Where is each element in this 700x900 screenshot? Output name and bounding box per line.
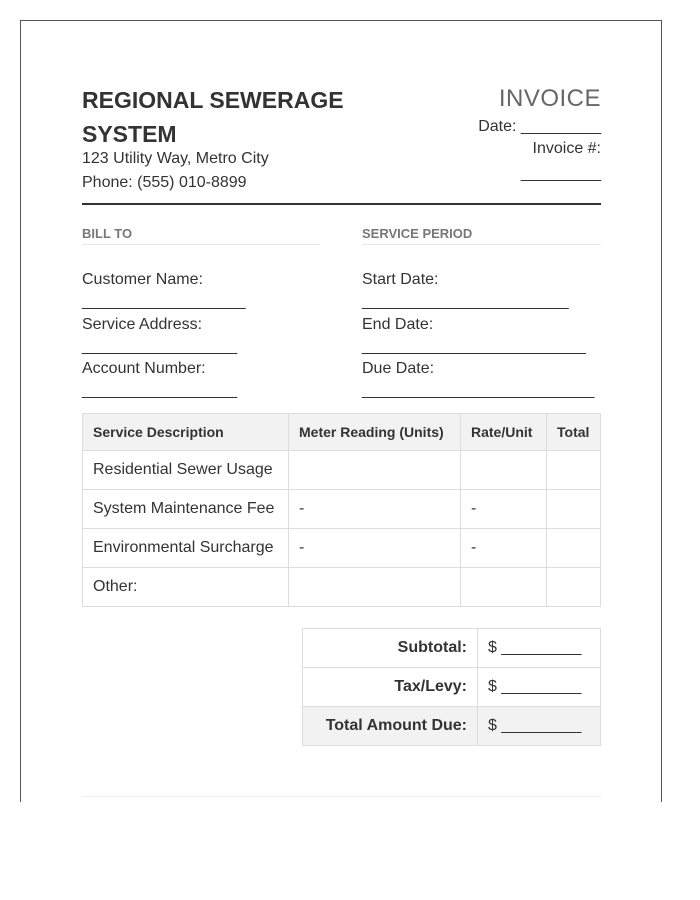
row-meter-reading[interactable] xyxy=(289,451,461,490)
row-total[interactable] xyxy=(547,451,601,490)
end-date-field[interactable]: __________________________ xyxy=(362,338,586,355)
end-date-label: End Date: xyxy=(362,316,434,333)
due-date-label: Due Date: xyxy=(362,360,435,377)
invoice-date-blank[interactable]: _________ xyxy=(520,118,601,135)
tax-value[interactable]: $ _________ xyxy=(478,668,601,707)
total-due-row xyxy=(303,707,601,746)
table-row xyxy=(83,529,601,568)
invoice-date-line xyxy=(478,118,601,136)
service-period-section xyxy=(362,226,601,399)
row-rate: - xyxy=(461,529,547,568)
row-meter-reading: - xyxy=(289,490,461,529)
totals-table xyxy=(302,628,601,746)
invoice-date-label: Date: xyxy=(478,118,517,135)
subtotal-row xyxy=(303,629,601,668)
row-meter-reading: - xyxy=(289,529,461,568)
service-table xyxy=(82,413,601,607)
company-name: REGIONAL SEWERAGE SYSTEM xyxy=(82,87,344,147)
row-rate: - xyxy=(461,490,547,529)
row-rate[interactable] xyxy=(461,568,547,607)
bill-to-section xyxy=(82,226,320,399)
company-address: 123 Utility Way, Metro City xyxy=(82,150,269,167)
invoice-title: INVOICE xyxy=(498,85,601,112)
tax-row xyxy=(303,668,601,707)
row-rate[interactable] xyxy=(461,451,547,490)
total-due-value[interactable]: $ _________ xyxy=(478,707,601,746)
company-phone: Phone: (555) 010-8899 xyxy=(82,174,247,191)
row-total[interactable] xyxy=(547,568,601,607)
service-address-label: Service Address: xyxy=(82,316,203,333)
invoice-number-blank[interactable]: _________ xyxy=(520,165,601,182)
table-row xyxy=(83,451,601,490)
invoice-page xyxy=(20,20,662,802)
row-description: System Maintenance Fee xyxy=(83,490,289,529)
column-header-total: Total xyxy=(547,414,601,451)
customer-name-field[interactable]: ___________________ xyxy=(82,293,246,310)
row-description: Environmental Surcharge xyxy=(83,529,289,568)
table-row xyxy=(83,568,601,607)
row-total[interactable] xyxy=(547,490,601,529)
account-number-label: Account Number: xyxy=(82,360,206,377)
start-date-field[interactable]: ________________________ xyxy=(362,293,569,310)
column-header-rate-unit: Rate/Unit xyxy=(461,414,547,451)
row-description[interactable]: Other: xyxy=(83,568,289,607)
table-header-row xyxy=(83,414,601,451)
customer-name-label: Customer Name: xyxy=(82,271,203,288)
service-period-header: SERVICE PERIOD xyxy=(362,226,601,245)
tax-label: Tax/Levy: xyxy=(303,668,478,707)
service-address-field[interactable]: __________________ xyxy=(82,338,237,355)
column-header-service-description: Service Description xyxy=(83,414,289,451)
start-date-label: Start Date: xyxy=(362,271,439,288)
invoice-number-label: Invoice #: xyxy=(532,140,601,157)
row-total[interactable] xyxy=(547,529,601,568)
total-due-label: Total Amount Due: xyxy=(303,707,478,746)
footer-divider xyxy=(82,796,601,797)
subtotal-label: Subtotal: xyxy=(303,629,478,668)
table-row xyxy=(83,490,601,529)
header-divider xyxy=(82,203,601,205)
due-date-field[interactable]: ___________________________ xyxy=(362,382,595,399)
subtotal-value[interactable]: $ _________ xyxy=(478,629,601,668)
row-meter-reading[interactable] xyxy=(289,568,461,607)
column-header-meter-reading: Meter Reading (Units) xyxy=(289,414,461,451)
bill-to-header: BILL TO xyxy=(82,226,320,245)
row-description: Residential Sewer Usage xyxy=(83,451,289,490)
account-number-field[interactable]: __________________ xyxy=(82,382,237,399)
